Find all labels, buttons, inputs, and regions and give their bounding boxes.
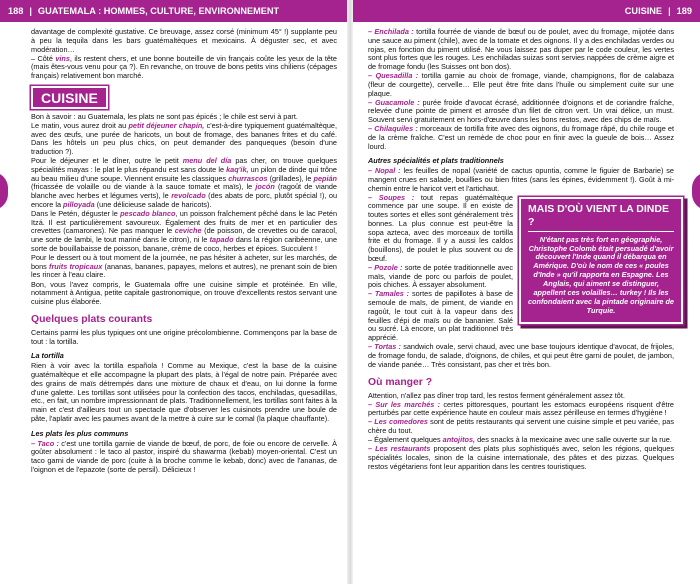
book-spine	[347, 0, 353, 584]
right-section-title: CUISINE	[624, 6, 663, 16]
antojitos-paragraph: – Également quelques antojitos, des snacks à la mexicaine avec une salle ouverte sur la rue.	[368, 435, 672, 445]
plats-intro-paragraph: Certains parmi les plus typiques ont une origine précolombienne. Commençons par la base de tout : la tortilla.	[31, 327, 337, 346]
left-page-number: 188	[8, 6, 24, 16]
taco-paragraph: – Taco : c'est une tortilla garnie de viande de bœuf, de porc, de foie ou encore de cervelle. À goûter absolument : le taco al pastor, inspiré du shawarma (kebab) moyen-oriental. C'est un taco garni de viande de porc (cuite à la broche comme le kebab, donc) avec de l'ananas, de l'oignon et de l'epazote (sorte de persil). Délicieux !	[31, 438, 337, 474]
separator: |	[668, 6, 671, 16]
tortas-paragraph: – Tortas : sandwich ovale, servi chaud, avec une base toujours identique d'avocat, de frijoles, de fromage fondu, de salade, d'oignons, de chiles, et qui peut être garni de poulet, de jambon, de viande panée… Très consistant, pas cher et très bon.	[368, 342, 675, 369]
sidebar-body: N'étant pas très fort en géographie, Christophe Colomb était persuadé d'avoir découvert l'Inde quand il débarqua en Amérique. D'où le nom de ces « poules d'Inde » qu'il rapporta en Espagne. Les Anglais, qui aiment se distinguer, appellent ces volailles… turkey ! Ils les confondaient avec la pintade originaire de Turquie.	[528, 234, 674, 315]
tortilla-heading: La tortilla	[31, 351, 64, 361]
right-page-number: 189	[676, 6, 692, 16]
left-section-title: GUATEMALA : HOMMES, CULTURE, ENVIRONNEMENT	[37, 6, 280, 16]
dessert-paragraph: Pour le dessert ou à tout moment de la journée, ne pas hésiter à acheter, sur les marchés, de bons fruits tropicaux (ananas, bananes, papayes, melons et autres), ne prenant soin de bien les rincer à l'eau claire.	[31, 252, 337, 280]
plats-courants-heading: Quelques plats courants	[31, 313, 153, 325]
pozole-paragraph: – Pozole : sorte de potée traditionnelle avec maïs, viande de porc ou parfois de poulet, pois chiches. À essayer absolument.	[368, 262, 513, 290]
left-thumb-tab	[0, 172, 8, 210]
plats-communs-heading: Les plats les plus communs	[31, 428, 129, 438]
right-running-head	[625, 6, 692, 16]
ou-manger-heading: Où manger ?	[368, 376, 433, 388]
nopal-paragraph: – Nopal : les feuilles de nopal (variété de cactus opuntia, comme le figuier de Barbarie) se mangent crues en salade, bouillies ou bien frites (sans les épines, évidemment !). Goût à mi-chemin entre le haricot vert et l'artichaut.	[368, 166, 674, 193]
tortilla-paragraph: Rien à voir avec la tortilla española ! Comme au Mexique, c'est la base de la cuisine guatémaltèque et elle accompagne la plupart des plats, à l'égal de notre pain. Préparée avec des grains de maïs détrempés dans une mixture de chaux et d'eau, on lui donne la forme d'une galette. Les tortillas sont utilisées pour la confection des tacos, enchiladas, quesadillas, etc., en fait, un nombre impressionnant de plats. Traditionnellement, les tortillas sont faites à la main et c'est d'ailleurs tout un spectacle que d'observer les cuisinots prendre une boule de pâte, l'aplatir avec les paumes avant de la mettre à cuire sur le comal (la plaque chauffante).	[31, 361, 337, 423]
bon-a-savoir-paragraph: Bon à savoir : au Guatemala, les plats ne sont pas épicés ; le chile est servi à part.	[31, 111, 298, 121]
right-thumb-tab	[692, 172, 700, 210]
peten-paragraph: Dans le Petén, déguster le pescado blanco, un poisson fraîchement pêché dans le lac Petén Itzá. Il est particulièrement savoureux. Également des fruits de mer et en particulier des crevettes (camarones). Ne pas manquer le ceviche (de poisson, de crevettes ou de caracol, une sorte de lambi, le tout mariné dans le citron), ni le tapado dans la région caribéenne, une sorte de bouillabaisse de poisson, banane, crème de coco, herbes et épices. Succulent !	[31, 208, 338, 253]
separator: |	[29, 6, 32, 16]
left-running-head	[8, 6, 279, 16]
comedores-paragraph: – Les comedores sont de petits restaurants qui servent une cuisine simple et peu variée, pas chère du tout.	[368, 417, 674, 436]
autres-specialites-heading: Autres spécialités et plats traditionnels	[368, 156, 504, 166]
left-page-column	[31, 28, 337, 475]
guacamole-paragraph: – Guacamole : purée froide d'avocat écrasé, additionnée d'oignons et de coriandre fraîche, relevée d'une pointe de piment et arrosée d'un filet de citron vert. Un vrai délice, un must. Souvent servi gratuitement en hors-d'œuvre dans les bons restos, avec des chips de maïs.	[368, 97, 674, 125]
cuisine-section-title: CUISINE	[31, 86, 108, 109]
enchilada-paragraph: – Enchilada : tortilla fourrée de viande de bœuf ou de poulet, avec du fromage, mijotée dans une sauce au piment (chile), avec de la tomate et des oignons. Il y a des enchiladas verdes ou rojas, en fonction du piment utilisé. Ne vous laissez pas duper par le code couleur, les vertes sont plus fortes que les rouges. Les enchiladas suizas sont servies nappées de crème aigre et de fromage fondu (les Suisses ont bon dos).	[368, 27, 675, 71]
diner-paragraph: Pour le déjeuner et le dîner, outre le petit menu del día pas cher, on trouve quelques spécialités mayas : le plat le plus répandu est sans doute le kaq'ik, un pilon de dinde qui trône au beau milieu d'une soupe. Viennent ensuite les classiques churrascos (grillades), le pepián (fricassée de volaille ou de viande à la sauce tomate et maïs), le jocón (ragoût de viande blanche avec herbes et légumes verts), le revolcado (des abats de porc, plutôt spécial !), ou encore la pilloyada (une délicieuse salade de haricots).	[31, 156, 337, 209]
quesadilla-paragraph: – Quesadilla : tortilla garnie au choix de fromage, viande, champignons, flor de calabaza (fleur de courgette), cervelle… Elle peut être frite dans l'huile ou simplement cuite sur une plaque.	[368, 71, 674, 98]
intro-paragraph: davantage de complexité gustative. Ce breuvage, assez corsé (minimum 45° !) supplante peu à peu la tequila dans les bars guatémaltèques et mexicains. À déguster sec, et avec modération…	[31, 27, 337, 54]
dinde-sidebar-box	[519, 197, 683, 324]
right-page-column	[368, 28, 674, 471]
vins-paragraph: – Côté vins, ils restent chers, et une bonne bouteille de vin français coûte les yeux de la tête (mais êtes-vous venu pour ça ?). En revanche, on trouve de bons petits vins chiliens (cépages français) relativement bon marché.	[31, 53, 337, 81]
chilaquiles-paragraph: – Chilaquiles : morceaux de tortilla frite avec des oignons, du fromage râpé, du chile rouge et de la crème fraîche. C'est un remède de choc pour en finir avec la gueule de bois… Assez lourd.	[368, 124, 674, 151]
marches-paragraph: – Sur les marchés : certes pittoresques, pourtant les estomacs européens risquent d'être perturbés par cette expérience haute en couleur mais assez périlleuse en termes d'hygiène !	[368, 399, 674, 418]
matin-paragraph: Le matin, vous aurez droit au petit déjeuner chapín, c'est-à-dire typiquement guatémaltèque, avec des œufs, une purée de haricots, un bout de fromage, des bananes frites et du café. Dans les hôtels un peu plus chics, on peut demander des panqueques (besoin d'une traduction ?).	[31, 120, 337, 157]
conclusion-paragraph: Bon, vous l'avez compris, le Guatemala offre une cuisine simple et protéinée. En ville, notamment à Antigua, petite capitale gastronomique, on trouve d'excellents restos servant une cuisine plus élaborée.	[31, 279, 337, 307]
soupes-and-sidebar	[368, 194, 674, 370]
soupes-paragraph: – Soupes : tout repas guatémaltèque commence par une soupe. Il en existe de toutes sortes et elles sont généralement très bonnes. La plus connue est peut-être la sopa azteca, avec des morceaux de tortilla frite et du fromage. Il y a aussi les caldos (bouillons), de poulet le plus souvent ou de bœuf.	[368, 192, 513, 263]
vins-keyword: vins	[55, 53, 70, 63]
sidebar-title: MAIS D'OÙ VIENT LA DINDE ?	[528, 203, 674, 232]
restaurants-paragraph: – Les restaurants proposent des plats plus sophistiqués avec, selon les régions, quelques spécialités locales, sinon de la cuisine internationale, des pâtes et des pizzas. Quelques restos végétariens font leur apparition dans les centres touristiques.	[368, 444, 674, 471]
ou-intro-paragraph: Attention, n'allez pas dîner trop tard, les restos ferment généralement assez tôt.	[368, 390, 625, 400]
tamales-paragraph: – Tamales : sortes de papillotes à base de semoule de maïs, de piment, de viande en ragoût, le tout cuit à la vapeur dans des feuilles d'épi de maïs ou de bananier. Salé ou sucré. Là encore, un plat traditionnel très apprécié.	[368, 289, 514, 343]
